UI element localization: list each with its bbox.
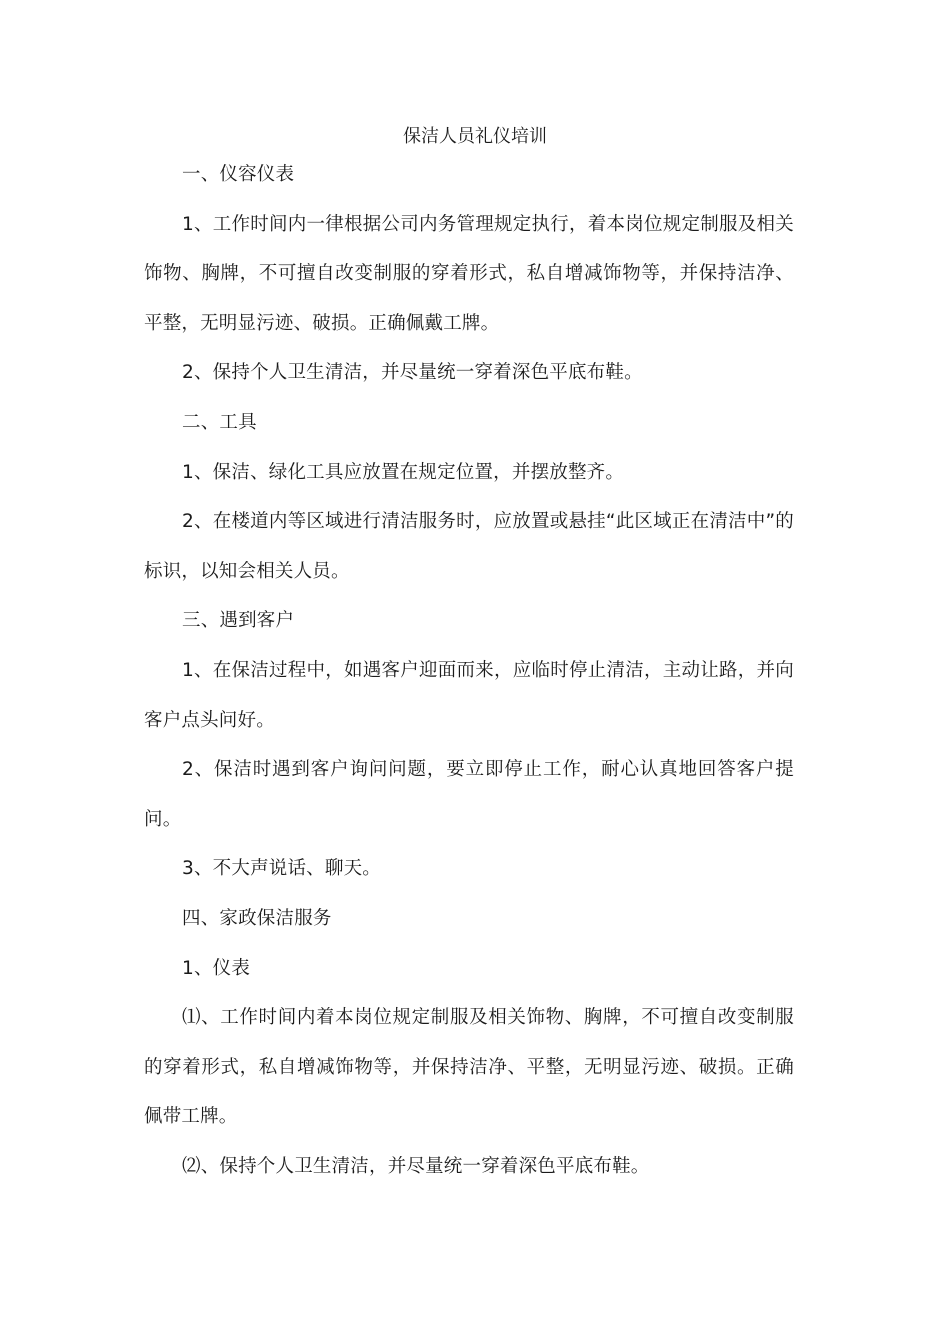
section-heading-tools: 二、工具	[182, 411, 257, 433]
section-heading-customers: 三、遇到客户	[182, 610, 295, 632]
paragraph: 1、工作时间内一律根据公司内务管理规定执行，着本岗位规定制服及相关饰物、胸牌，不可擅自改变制服的穿着形式，私自增减饰物等，并保持洁净、平整，无明显污迹、破损。正确佩戴工牌。	[144, 213, 794, 334]
paragraph: ⑴、工作时间内着本岗位规定制服及相关饰物、胸牌，不可擅自改变制服的穿着形式，私自增减饰物等，并保持洁净、平整，无明显污迹、破损。正确佩带工牌。	[144, 1007, 794, 1128]
paragraph: 1、保洁、绿化工具应放置在规定位置，并摆放整齐。	[182, 461, 625, 483]
paragraph: 2、保持个人卫生清洁，并尽量统一穿着深色平底布鞋。	[182, 362, 643, 384]
document-body	[144, 150, 794, 1191]
section-heading-appearance: 一、仪容仪表	[182, 164, 295, 185]
paragraph: 1、在保洁过程中，如遇客户迎面而来，应临时停止清洁，主动让路，并向客户点头问好。	[144, 659, 794, 731]
paragraph: ⑵、保持个人卫生清洁，并尽量统一穿着深色平底布鞋。	[182, 1155, 650, 1177]
paragraph: 3、不大声说话、聊天。	[182, 858, 381, 880]
paragraph: 2、保洁时遇到客户询问问题，要立即停止工作，耐心认真地回答客户提问。	[144, 759, 794, 830]
paragraph: 2、在楼道内等区域进行清洁服务时，应放置或悬挂“此区域正在清洁中”的标识，以知会相关人员。	[144, 511, 794, 582]
document-title: 保洁人员礼仪培训	[403, 126, 547, 147]
subsection-heading: 1、仪表	[182, 957, 251, 979]
section-heading-housekeeping: 四、家政保洁服务	[182, 907, 332, 929]
